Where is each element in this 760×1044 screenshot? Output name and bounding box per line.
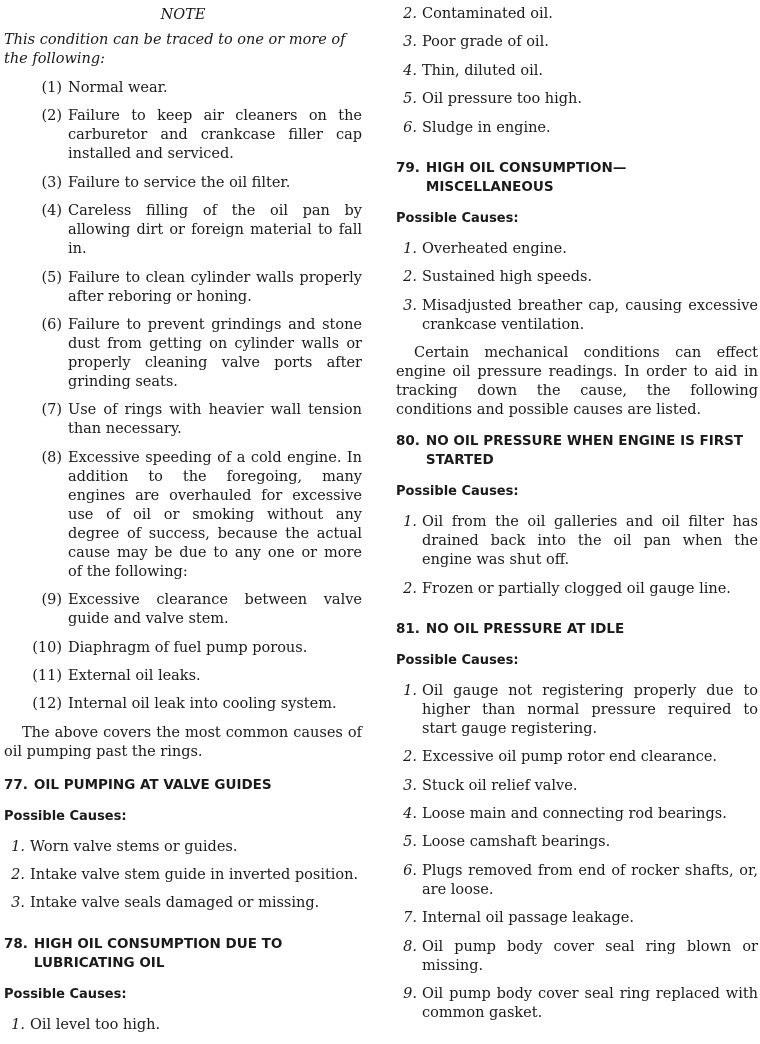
list-item [396, 682, 758, 739]
list-item [4, 316, 362, 392]
list-item [396, 33, 758, 52]
item-number: 5. [403, 834, 417, 851]
list-item [396, 580, 758, 599]
list-item [4, 79, 362, 98]
list-item [396, 909, 758, 928]
item-number: 2. [11, 867, 25, 884]
item-number: 9. [403, 986, 417, 1003]
item-text: Contaminated oil. [422, 6, 553, 22]
intro-paragraph: Certain mechanical conditions can effect engine oil pressure readings. In order to aid in tracking down the cause, the following conditions and possible causes are listed. [396, 345, 758, 419]
list-item [4, 401, 362, 439]
list-item [396, 240, 758, 259]
section-title: OIL PUMPING AT VALVE GUIDES [33, 776, 272, 793]
item-text: Overheated engine. [422, 240, 567, 257]
list-item [396, 833, 758, 852]
possible-causes-label: Possible Causes: [4, 986, 127, 1002]
list-item [396, 268, 758, 287]
list-item [396, 777, 758, 796]
item-number: (12) [32, 696, 62, 713]
item-text: Excessive clearance between valve guide and valve stem. [68, 592, 362, 628]
item-number: (3) [41, 174, 62, 191]
section-number: 77. [4, 776, 28, 793]
section-heading-81 [396, 620, 758, 639]
item-text: Sludge in engine. [422, 119, 551, 136]
item-number: (2) [41, 108, 62, 125]
section-title: HIGH OIL CONSUMPTION— MISCELLANEOUS [425, 159, 627, 195]
item-number: 3. [403, 34, 417, 51]
item-text: Failure to keep air cleaners on the carburetor and crankcase filler cap installed and serviced. [68, 108, 362, 163]
list-item [396, 62, 758, 81]
item-text: Failure to prevent grindings and stone dust from getting on cylinder walls or properly cleaning valve ports after grinding seats. [68, 316, 362, 390]
item-number: 3. [403, 297, 417, 314]
list-item [396, 5, 758, 24]
section-heading-79 [396, 159, 758, 197]
item-number: 1. [403, 514, 417, 531]
item-number: 2. [403, 580, 417, 597]
section-heading-77 [4, 776, 362, 795]
list-item [4, 667, 362, 686]
item-number: (11) [32, 667, 62, 684]
list-item [396, 805, 758, 824]
item-number: 2. [403, 6, 417, 22]
item-text: Thin, diluted oil. [422, 62, 544, 79]
note-intro: This condition can be traced to one or more of the following: [4, 32, 346, 67]
list-item [4, 1016, 362, 1035]
list-item [396, 748, 758, 767]
item-text: Sustained high speeds. [422, 269, 593, 286]
item-text: Internal oil leak into cooling system. [68, 696, 337, 713]
item-number: 4. [403, 62, 417, 79]
causes-list-78-part1 [4, 1016, 362, 1035]
note-title: NOTE [160, 7, 206, 23]
causes-list-79 [396, 240, 758, 335]
item-number: 1. [11, 838, 25, 855]
item-number: (4) [41, 203, 62, 220]
list-item [396, 297, 758, 335]
item-number: (5) [41, 269, 62, 286]
causes-list-78-part2 [396, 5, 758, 138]
section-number: 80. [396, 433, 420, 450]
item-text: Careless filling of the oil pan by allowing dirt or foreign material to fall in. [68, 203, 362, 258]
item-text: Failure to service the oil filter. [68, 174, 291, 191]
item-text: Oil pressure too high. [422, 91, 583, 108]
list-item [4, 894, 362, 913]
item-text: Oil pump body cover seal ring replaced with common gasket. [422, 986, 758, 1022]
item-text: External oil leaks. [68, 667, 201, 684]
list-item [4, 449, 362, 582]
item-text: Poor grade of oil. [422, 34, 549, 51]
item-number: 3. [11, 895, 25, 912]
section-number: 78. [4, 935, 28, 952]
section-heading-80 [396, 432, 758, 470]
item-number: (8) [41, 449, 62, 466]
item-number: 8. [403, 938, 417, 955]
item-number: (7) [41, 402, 62, 419]
item-text: Plugs removed from end of rocker shafts, or, are loose. [422, 862, 758, 898]
list-item [396, 513, 758, 570]
list-item [4, 866, 362, 885]
possible-causes-label: Possible Causes: [396, 652, 519, 668]
right-column [396, 0, 758, 1032]
item-text: Normal wear. [68, 80, 168, 96]
item-text: Internal oil passage leakage. [422, 910, 634, 927]
item-number: 7. [403, 910, 417, 927]
list-item [396, 938, 758, 976]
item-text: Loose camshaft bearings. [422, 834, 611, 851]
item-number: 2. [403, 749, 417, 766]
item-number: 3. [403, 777, 417, 794]
list-item [4, 269, 362, 307]
list-item [4, 107, 362, 164]
causes-list-81 [396, 682, 758, 1023]
causes-list-80 [396, 513, 758, 598]
item-text: Stuck oil relief valve. [422, 777, 578, 794]
item-text: Excessive speeding of a cold engine. In addition to the foregoing, many engines are overhauled for excessive use of oil or smoking without any degree of success, because the actual cause may be due to any one or more of the following: [68, 449, 362, 580]
item-text: Diaphragm of fuel pump porous. [68, 639, 308, 656]
item-text: Oil from the oil galleries and oil filter has drained back into the oil pan when the engine was shut off. [422, 514, 758, 569]
item-text: Oil pump body cover seal ring blown or missing. [422, 938, 758, 974]
section-title: NO OIL PRESSURE AT IDLE [425, 620, 625, 637]
item-text: Failure to clean cylinder walls properly after reboring or honing. [68, 269, 362, 305]
item-number: 6. [403, 119, 417, 136]
possible-causes-label: Possible Causes: [4, 808, 127, 824]
list-item [4, 202, 362, 259]
section-number: 81. [396, 620, 420, 637]
note-summary: The above covers the most common causes of oil pumping past the rings. [4, 724, 362, 760]
item-number: 4. [403, 806, 417, 823]
item-number: 6. [403, 862, 417, 879]
item-text: Intake valve seals damaged or missing. [30, 895, 320, 912]
item-text: Excessive oil pump rotor end clearance. [422, 749, 718, 766]
section-number: 79. [396, 159, 420, 176]
item-text: Misadjusted breather cap, causing excessive crankcase ventilation. [422, 297, 758, 333]
item-number: 1. [11, 1016, 25, 1033]
list-item [396, 90, 758, 109]
section-title: HIGH OIL CONSUMPTION DUE TO LUBRICATING OIL [33, 935, 283, 971]
causes-list-77 [4, 838, 362, 914]
section-heading-78 [4, 935, 362, 973]
item-text: Oil gauge not registering properly due to higher than normal pressure required to start gauge registering. [422, 682, 758, 737]
item-text: Frozen or partially clogged oil gauge line. [422, 580, 731, 597]
item-number: (9) [41, 592, 62, 609]
left-column [4, 0, 362, 1044]
possible-causes-label: Possible Causes: [396, 484, 519, 500]
item-number: 2. [403, 269, 417, 286]
list-item [4, 695, 362, 714]
list-item [4, 838, 362, 857]
list-item [396, 862, 758, 900]
item-number: (10) [32, 639, 62, 656]
item-number: (1) [41, 80, 62, 96]
item-number: 1. [403, 682, 417, 699]
item-text: Use of rings with heavier wall tension than necessary. [68, 402, 362, 438]
item-text: Intake valve stem guide in inverted position. [30, 867, 359, 884]
list-item [4, 639, 362, 658]
list-item [4, 591, 362, 629]
item-number: 5. [403, 91, 417, 108]
possible-causes-label: Possible Causes: [396, 210, 519, 226]
list-item [396, 119, 758, 138]
item-text: Worn valve stems or guides. [30, 838, 238, 855]
item-text: Oil level too high. [30, 1016, 161, 1033]
item-number: (6) [41, 316, 62, 333]
item-number: 1. [403, 240, 417, 257]
section-title: NO OIL PRESSURE WHEN ENGINE IS FIRST STARTED [425, 433, 744, 469]
note-list [4, 79, 362, 714]
list-item [396, 985, 758, 1023]
item-text: Loose main and connecting rod bearings. [422, 806, 727, 823]
list-item [4, 174, 362, 193]
